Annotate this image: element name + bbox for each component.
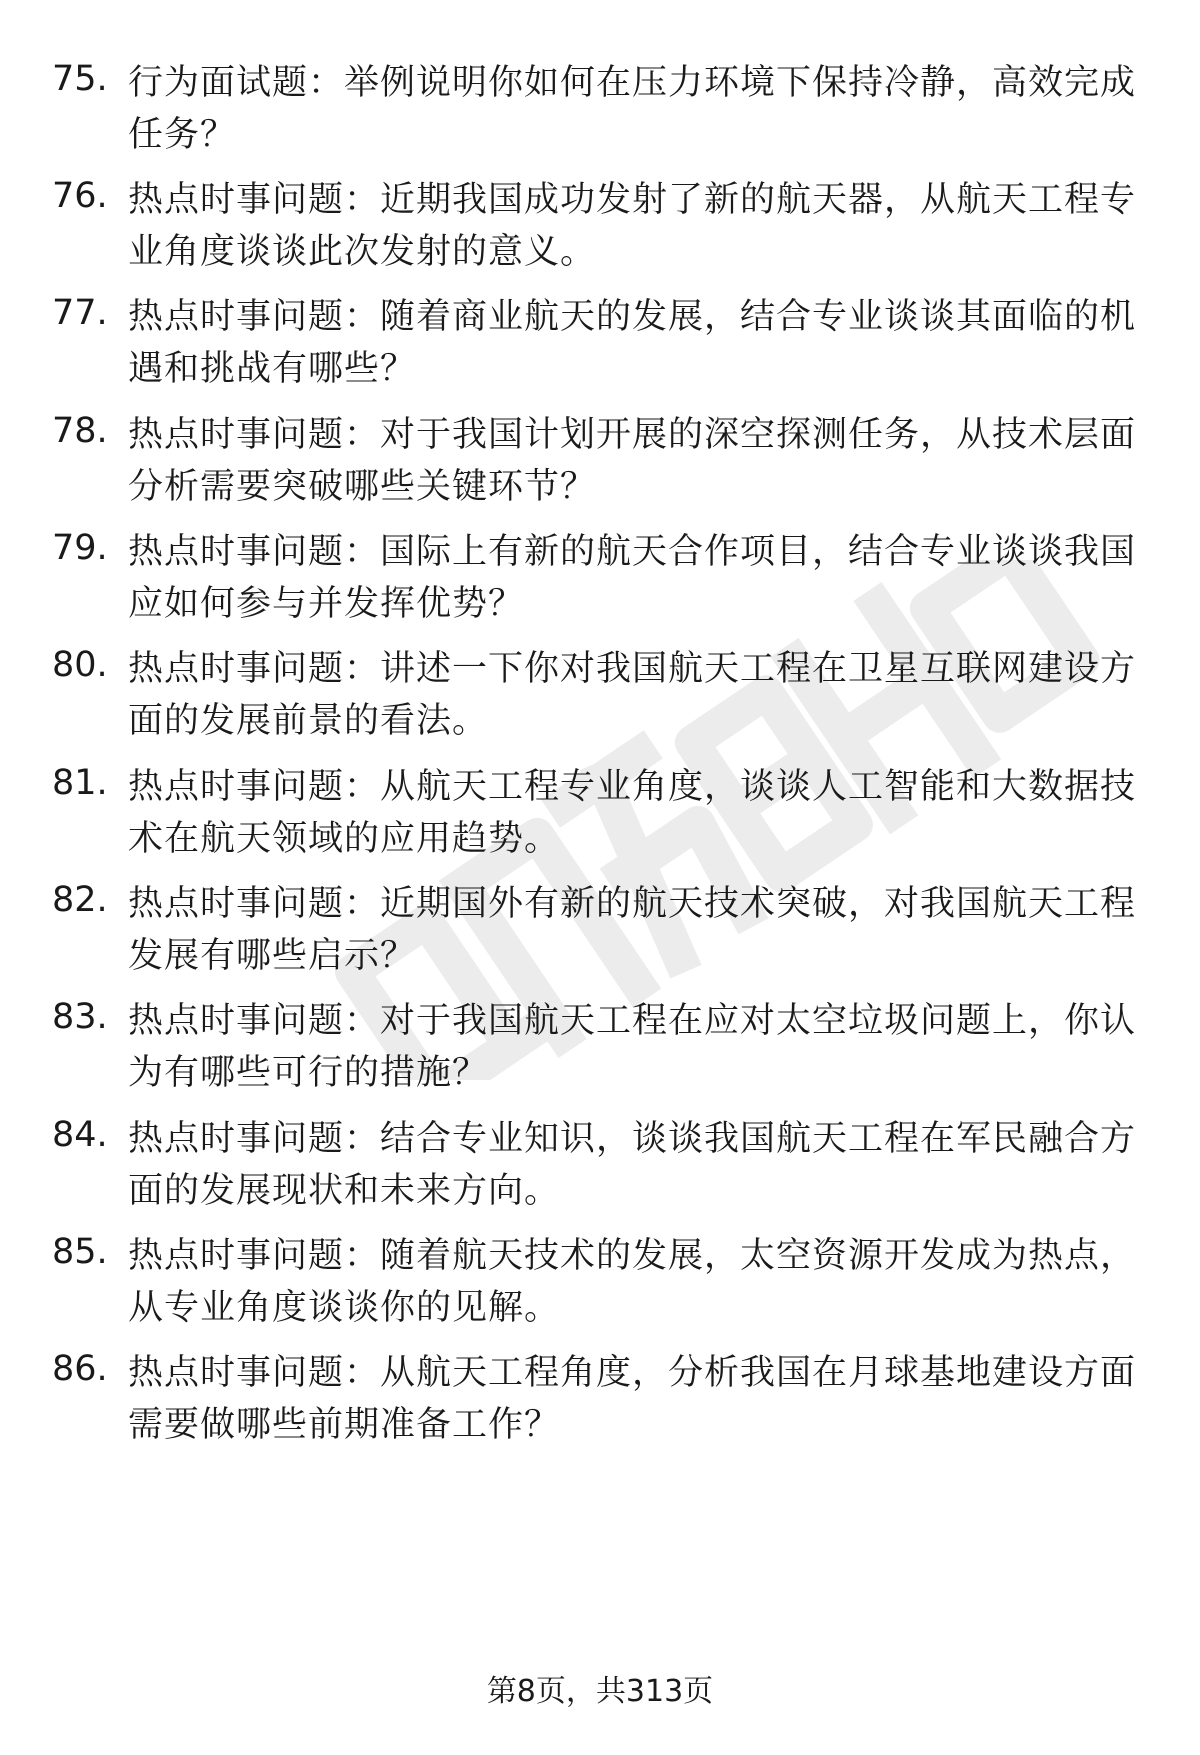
- list-item: [0, 57, 1200, 167]
- question-text: 热点时事问题：近期国外有新的航天技术突破，对我国航天工程发展有哪些启示？: [128, 884, 1137, 976]
- question-number: 78.: [52, 411, 108, 451]
- question-number: 85.: [52, 1232, 108, 1272]
- question-number: 80.: [52, 645, 108, 685]
- list-item: [0, 643, 1200, 753]
- question-number: 77.: [52, 293, 108, 333]
- question-text: 热点时事问题：从航天工程角度，分析我国在月球基地建设方面需要做哪些前期准备工作？: [128, 1353, 1137, 1445]
- list-item: [0, 761, 1200, 871]
- question-number: 86.: [52, 1349, 108, 1389]
- list-item: [0, 1230, 1200, 1340]
- question-text: 热点时事问题：随着商业航天的发展，结合专业谈谈其面临的机遇和挑战有哪些？: [128, 297, 1137, 389]
- list-item: [0, 1113, 1200, 1223]
- question-text: 热点时事问题：从航天工程专业角度，谈谈人工智能和大数据技术在航天领域的应用趋势。: [128, 767, 1137, 859]
- question-text: 热点时事问题：国际上有新的航天合作项目，结合专业谈谈我国应如何参与并发挥优势？: [128, 532, 1137, 624]
- question-text: 行为面试题：举例说明你如何在压力环境下保持冷静，高效完成任务？: [128, 63, 1137, 155]
- question-number: 83.: [52, 997, 108, 1037]
- question-text: 热点时事问题：讲述一下你对我国航天工程在卫星互联网建设方面的发展前景的看法。: [128, 649, 1137, 741]
- list-item: [0, 174, 1200, 284]
- list-item: [0, 1347, 1200, 1457]
- question-text: 热点时事问题：随着航天技术的发展，太空资源开发成为热点，从专业角度谈谈你的见解。: [128, 1236, 1137, 1328]
- question-number: 76.: [52, 176, 108, 216]
- question-text: 热点时事问题：对于我国航天工程在应对太空垃圾问题上，你认为有哪些可行的措施？: [128, 1001, 1137, 1093]
- question-text: 热点时事问题：对于我国计划开展的深空探测任务，从技术层面分析需要突破哪些关键环节？: [128, 415, 1137, 507]
- list-item: [0, 409, 1200, 519]
- list-item: [0, 995, 1200, 1105]
- list-item: [0, 878, 1200, 988]
- question-number: 81.: [52, 763, 108, 803]
- question-number: 82.: [52, 880, 108, 920]
- question-text: 热点时事问题：结合专业知识，谈谈我国航天工程在军民融合方面的发展现状和未来方向。: [128, 1119, 1137, 1211]
- list-item: [0, 291, 1200, 401]
- question-number: 75.: [52, 59, 108, 99]
- page-footer: 第8页，共313页: [486, 1674, 714, 1709]
- question-text: 热点时事问题：近期我国成功发射了新的航天器，从航天工程专业角度谈谈此次发射的意义。: [128, 180, 1137, 272]
- question-number: 79.: [52, 528, 108, 568]
- question-number: 84.: [52, 1115, 108, 1155]
- list-item: [0, 526, 1200, 636]
